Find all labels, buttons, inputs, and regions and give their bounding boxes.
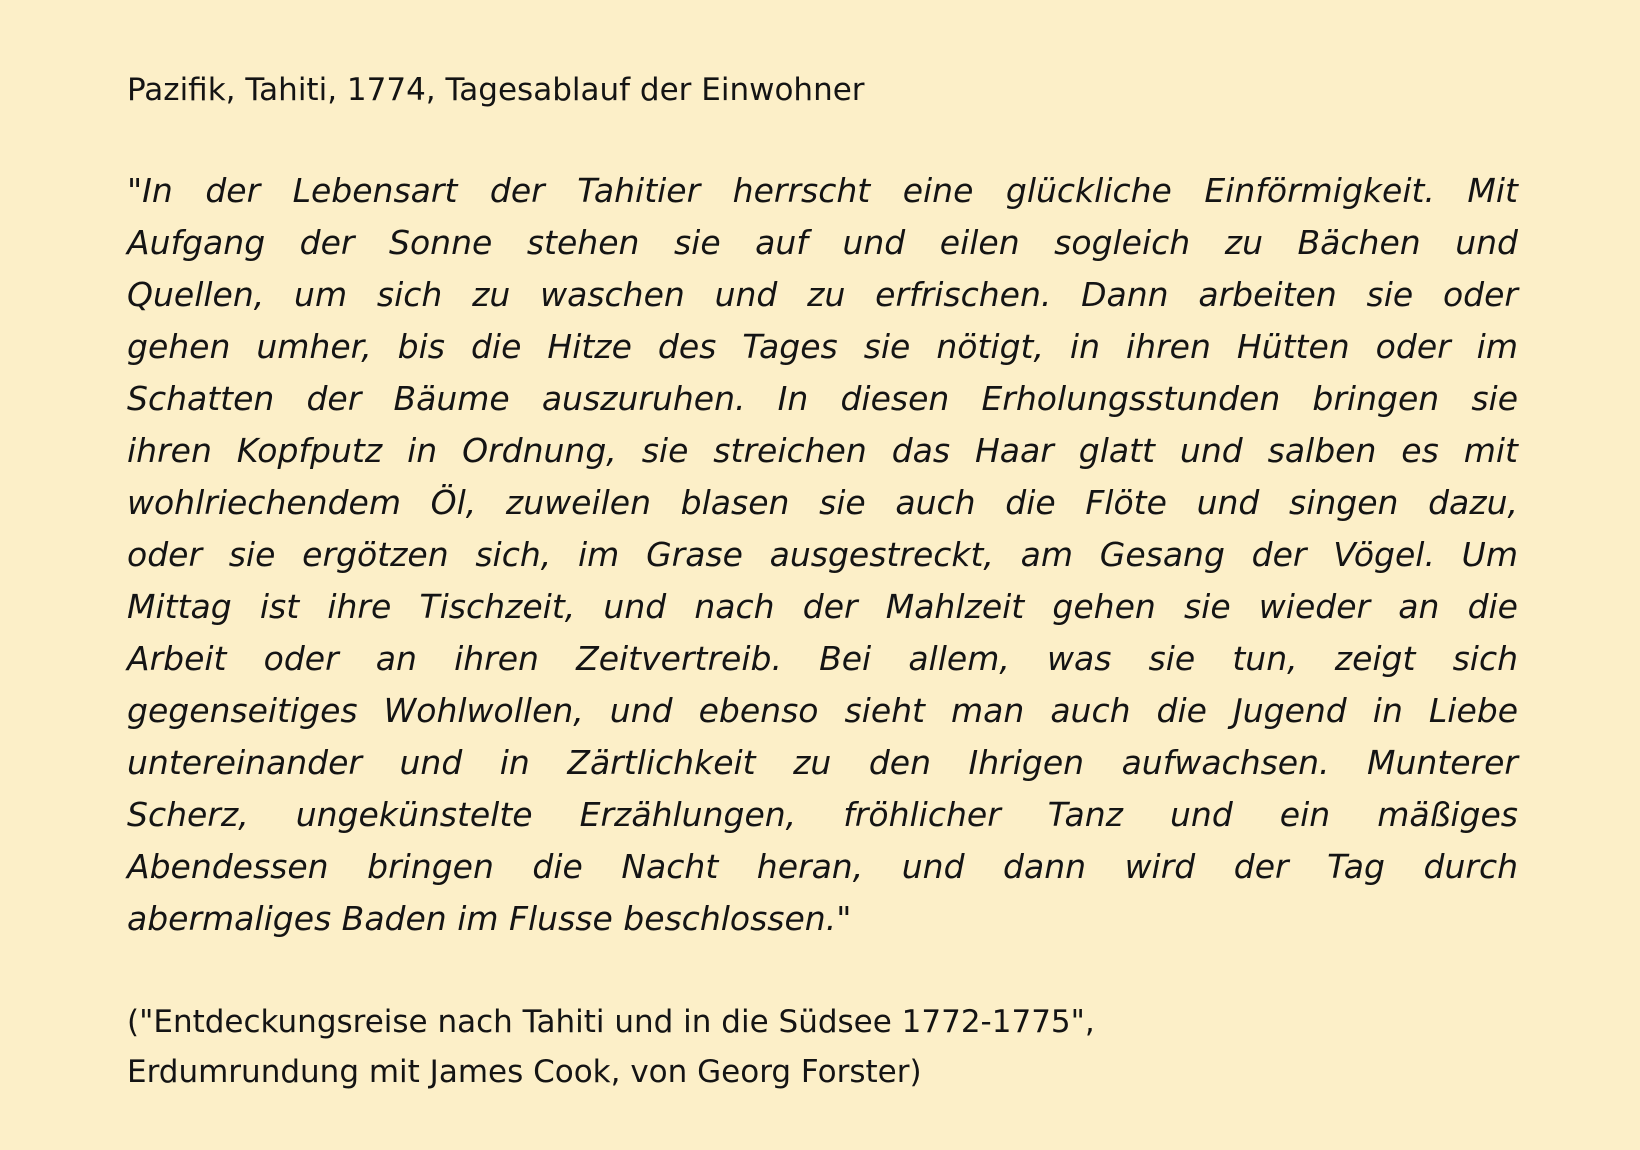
quote-paragraph	[127, 165, 1518, 945]
quote-line: Scherz, ungekünstelte Erzählungen, fröhlicher Tanz und ein mäßiges	[127, 795, 1518, 835]
page-title: Pazifik, Tahiti, 1774, Tagesablauf der Einwohner	[127, 72, 865, 108]
quote-line: Quellen, um sich zu waschen und zu erfrischen. Dann arbeiten sie oder	[127, 275, 1518, 315]
quote-line: Arbeit oder an ihren Zeitvertreib. Bei allem, was sie tun, zeigt sich	[127, 639, 1518, 679]
quote-line: "In der Lebensart der Tahitier herrscht eine glückliche Einförmigkeit. Mit	[127, 171, 1518, 211]
quote-line: ihren Kopfputz in Ordnung, sie streichen das Haar glatt und salben es mit	[127, 431, 1518, 471]
quote-line: Abendessen bringen die Nacht heran, und dann wird der Tag durch	[127, 847, 1518, 887]
quote-line: abermaliges Baden im Flusse beschlossen."	[127, 899, 852, 939]
quote-line: untereinander und in Zärtlichkeit zu den Ihrigen aufwachsen. Munterer	[127, 743, 1518, 783]
quote-line: oder sie ergötzen sich, im Grase ausgestreckt, am Gesang der Vögel. Um	[127, 535, 1518, 575]
citation-line: ("Entdeckungsreise nach Tahiti und in die Südsee 1772-1775",	[127, 1004, 1095, 1041]
quote-line: wohlriechendem Öl, zuweilen blasen sie auch die Flöte und singen dazu,	[127, 483, 1518, 523]
quote-line: gehen umher, bis die Hitze des Tages sie nötigt, in ihren Hütten oder im	[127, 327, 1518, 367]
quote-line: Aufgang der Sonne stehen sie auf und eilen sogleich zu Bächen und	[127, 223, 1518, 263]
quote-line: Schatten der Bäume auszuruhen. In diesen Erholungsstunden bringen sie	[127, 379, 1518, 419]
quote-line: Mittag ist ihre Tischzeit, und nach der Mahlzeit gehen sie wieder an die	[127, 587, 1518, 627]
citation-line: Erdumrundung mit James Cook, von Georg Forster)	[127, 1054, 922, 1091]
source-citation	[127, 997, 1518, 1097]
quote-line: gegenseitiges Wohlwollen, und ebenso sieht man auch die Jugend in Liebe	[127, 691, 1518, 731]
